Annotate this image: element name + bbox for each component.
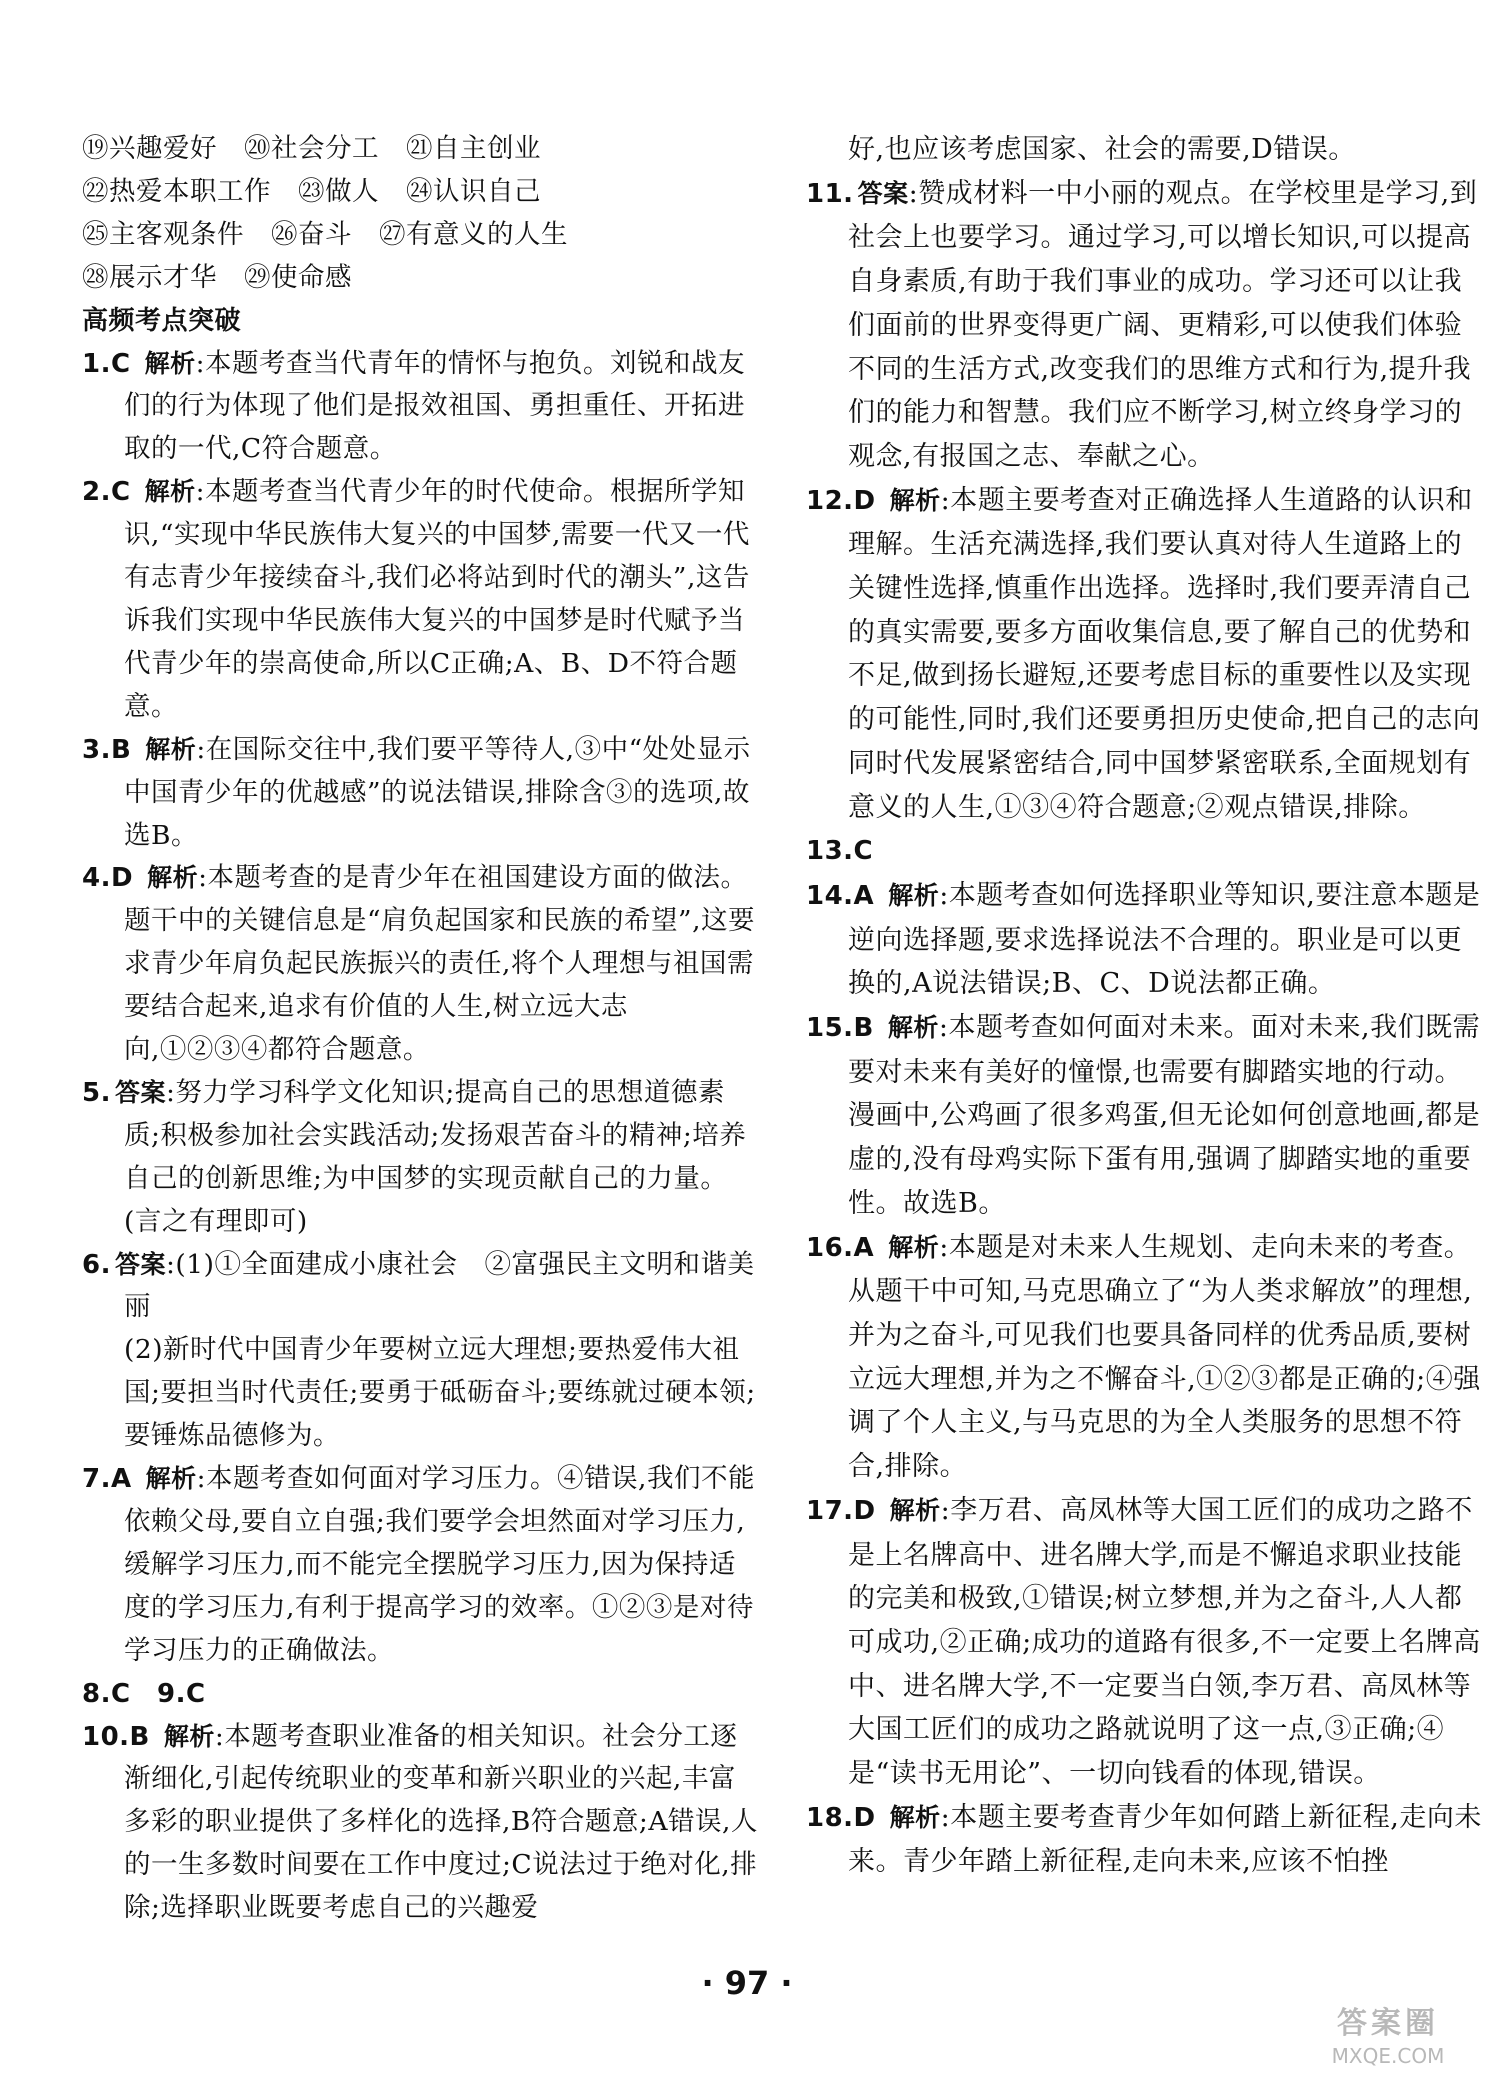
item-number: 16.A (806, 1232, 875, 1263)
item-label: 解析 (889, 485, 941, 515)
left-column (82, 128, 758, 1930)
answer-item-11: 11. 答案:赞成材料一中小丽的观点。在学校里是学习,到社会上也要学习。通过学习,可以增长知识,可以提高自身素质,有助于我们事业的成功。学习还可以让我们面前的世界变得更广阔、更精彩,可以使我们体验不同的生活方式,改变我们的思维方式和行为,提升我们的能力和智慧。我们应不断学习,树立终身学习的观念,有报国之志、奉献之心。 (806, 177, 1478, 472)
item-label: 答案 (114, 1077, 166, 1107)
watermark-bottom-text: MXQE.COM (1331, 2044, 1445, 2068)
answer-item-18: 18.D 解析:本题主要考查青少年如何踏上新征程,走向未来。青少年踏上新征程,走向未来,应该不怕挫 (806, 1801, 1482, 1878)
item-label: 解析 (889, 1802, 941, 1832)
item-text: 在国际交往中,我们要平等待人,③中“处处显示中国青少年的优越感”的说法错误,排除含③的选项,故选B。 (124, 733, 751, 851)
item-text: 赞成材料一中小丽的观点。在学校里是学习,到社会上也要学习。通过学习,可以增长知识,可以提高自身素质,有助于我们事业的成功。学习还可以让我们面前的世界变得更广阔、更精彩,可以使我们体验不同的生活方式,改变我们的思维方式和行为,提升我们的能力和智慧。我们应不断学习,树立终身学习的观念,有报国之志、奉献之心。 (848, 177, 1478, 472)
item-number: 14.A (806, 880, 875, 911)
answer-item-3: 3.B 解析:在国际交往中,我们要平等待人,③中“处处显示中国青少年的优越感”的说法错误,排除含③的选项,故选B。 (82, 733, 751, 851)
item-text: (1)①全面建成小康社会 ②富强民主文明和谐美丽 (124, 1248, 755, 1323)
answer-item-12: 12.D 解析:本题主要考查对正确选择人生道路的认识和理解。生活充满选择,我们要认真对待人生道路上的关键性选择,慎重作出选择。选择时,我们要弄清自己的真实需要,要多方面收集信息,要了解自己的优势和不足,做到扬长避短,还要考虑目标的重要性以及实现的可能性,同时,我们还要勇担历史使命,把自己的志向同时代发展紧密结合,同中国梦紧密联系,全面规划有意义的人生,①③④符合题意;②观点错误,排除。 (806, 484, 1481, 823)
answer-item-15: 15.B 解析:本题考查如何面对未来。面对未来,我们既需要对未来有美好的憧憬,也需要有脚踏实地的行动。漫画中,公鸡画了很多鸡蛋,但无论如何创意地画,都是虚的,没有母鸡实际下蛋有用,强调了脚踏实地的重要性。故选B。 (806, 1012, 1481, 1219)
item-number: 13.C (806, 836, 874, 867)
item-number: 12.D (806, 485, 876, 516)
item-text: 李万君、高凤林等大国工匠们的成功之路不是上名牌高中、进名牌大学,而是不懈追求职业技能的完美和极致,①错误;树立梦想,并为之奋斗,人人都可成功,②正确;成功的道路有很多,不一定要上名牌高中、进名牌大学,不一定要当白领,李万君、高凤林等大国工匠们的成功之路就说明了这一点,③正确;④是“读书无用论”、一切向钱看的体现,错误。 (848, 1494, 1481, 1790)
term-row: ㉕主客观条件 ㉖奋斗 ㉗有意义的人生 (82, 218, 568, 250)
item-number: 15.B (806, 1013, 874, 1044)
item-text: 本题考查当代青少年的时代使命。根据所学知识,“实现中华民族伟大复兴的中国梦,需要一代又一代有志青少年接续奋斗,我们必将站到时代的潮头”,这告诉我们实现中华民族伟大复兴的中国梦是时代赋予当代青少年的崇高使命,所以C正确;A、B、D不符合题意。 (124, 476, 750, 722)
item-text: 本题考查如何面对未来。面对未来,我们既需要对未来有美好的憧憬,也需要有脚踏实地的行动。漫画中,公鸡画了很多鸡蛋,但无论如何创意地画,都是虚的,没有母鸡实际下蛋有用,强调了脚踏实地的重要性。故选B。 (848, 1012, 1481, 1219)
item-label: 解析 (145, 1464, 197, 1494)
item-number: 2.C (82, 477, 131, 508)
answer-item-10: 10.B 解析:本题考查职业准备的相关知识。社会分工逐渐细化,引起传统职业的变革和新兴职业的兴起,丰富多彩的职业提供了多样化的选择,B符合题意;A错误,人的一生多数时间要在工作中度过;C说法过于绝对化,排除;选择职业既要考虑自己的兴趣爱 (82, 1720, 758, 1924)
answer-item-1: 1.C 解析:本题考查当代青年的情怀与抱负。刘锐和战友们的行为体现了他们是报效祖国、勇担重任、开拓进取的一代,C符合题意。 (82, 347, 746, 465)
item-number: 7.A (82, 1464, 132, 1495)
item-label: 解析 (887, 1013, 939, 1043)
item-number: 17.D (806, 1495, 876, 1526)
item-text: 本题主要考查青少年如何踏上新征程,走向未来。青少年踏上新征程,走向未来,应该不怕挫 (848, 1801, 1482, 1878)
item-text: 本题考查如何面对学习压力。④错误,我们不能依赖父母,要自立自强;我们要学会坦然面对学习压力,缓解学习压力,而不能完全摆脱学习压力,因为保持适度的学习压力,有利于提高学习的效率。①②③是对待学习压力的正确做法。 (124, 1463, 755, 1666)
item-number: 1.C (82, 348, 131, 379)
item-number: 4.D (82, 863, 134, 894)
answer-item-7: 7.A 解析:本题考查如何面对学习压力。④错误,我们不能依赖父母,要自立自强;我们要学会坦然面对学习压力,缓解学习压力,而不能完全摆脱学习压力,因为保持适度的学习压力,有利于提高学习的效率。①②③是对待学习压力的正确做法。 (82, 1463, 755, 1666)
term-row: ㉘展示才华 ㉙使命感 (82, 261, 352, 293)
right-column (806, 128, 1482, 1884)
item-text: 本题考查的是青少年在祖国建设方面的做法。题干中的关键信息是“肩负起国家和民族的希望”,这要求青少年肩负起民族振兴的责任,将个人理想与祖国需要结合起来,追求有价值的人生,树立远大志向,①②③④都符合题意。 (124, 862, 756, 1066)
term-row: ⑲兴趣爱好 ⑳社会分工 ㉑自主创业 (82, 133, 541, 164)
item-label: 解析 (144, 477, 196, 507)
answer-item-6-part-2: (2)新时代中国青少年要树立远大理想;要热爱伟大祖国;要担当时代责任;要勇于砥砺奋斗;要练就过硬本领;要锤炼品德修为。 (124, 1334, 756, 1452)
item-text: 本题考查当代青年的情怀与抱负。刘锐和战友们的行为体现了他们是报效祖国、勇担重任、开拓进取的一代,C符合题意。 (124, 347, 746, 465)
item-label: 解析 (888, 1232, 940, 1262)
item-text: 本题主要考查对正确选择人生道路的认识和理解。生活充满选择,我们要认真对待人生道路上的关键性选择,慎重作出选择。选择时,我们要弄清自己的真实需要,要多方面收集信息,要了解自己的优势和不足,做到扬长避短,还要考虑目标的重要性以及实现的可能性,同时,我们还要勇担历史使命,把自己的志向同时代发展紧密结合,同中国梦紧密联系,全面规划有意义的人生,①③④符合题意;②观点错误,排除。 (848, 484, 1481, 823)
answer-item-17: 17.D 解析:李万君、高凤林等大国工匠们的成功之路不是上名牌高中、进名牌大学,而是不懈追求职业技能的完美和极致,①错误;树立梦想,并为之奋斗,人人都可成功,②正确;成功的道路有很多,不一定要上名牌高中、进名牌大学,不一定要当白领,李万君、高凤林等大国工匠们的成功之路就说明了这一点,③正确;④是“读书无用论”、一切向钱看的体现,错误。 (806, 1494, 1481, 1790)
item-label: 解析 (144, 348, 196, 378)
answer-item-14: 14.A 解析:本题考查如何选择职业等知识,要注意本题是逆向选择题,要求选择说法不合理的。职业是可以更换的,A说法错误;B、C、D说法都正确。 (806, 879, 1481, 1000)
item-number: 5. (82, 1077, 111, 1108)
answer-item-5: 5. 答案:努力学习科学文化知识;提高自己的思想道德素质;积极参加社会实践活动;发扬艰苦奋斗的精神;培养自己的创新思维;为中国梦的实现贡献自己的力量。(言之有理即可) (82, 1076, 747, 1237)
item-label: 解析 (147, 863, 199, 893)
section-title: 高频考点突破 (82, 305, 242, 336)
item-text: 本题考查如何选择职业等知识,要注意本题是逆向选择题,要求选择说法不合理的。职业是可以更换的,A说法错误;B、C、D说法都正确。 (848, 879, 1481, 1000)
item-label: 解析 (889, 1495, 941, 1525)
item-number: 18.D (806, 1802, 876, 1833)
term-row: ㉒热爱本职工作 ㉓做人 ㉔认识自己 (82, 175, 541, 207)
item-text: 本题是对未来人生规划、走向未来的考查。从题干中可知,马克思确立了“为人类求解放”的理想,并为之奋斗,可见我们也要具备同样的优秀品质,要树立远大理想,并为之不懈奋斗,①②③都是正确的;④强调了个人主义,与马克思的为全人类服务的思想不符合,排除。 (848, 1231, 1481, 1483)
item-number: 8.C 9.C (82, 1678, 206, 1709)
item-label: 解析 (163, 1721, 215, 1751)
watermark-top-text: 答案圈 (1337, 2006, 1439, 2041)
answer-item-6: 6. 答案:(1)①全面建成小康社会 ②富强民主文明和谐美丽 (82, 1248, 755, 1323)
answer-item-4: 4.D 解析:本题考查的是青少年在祖国建设方面的做法。题干中的关键信息是“肩负起国家和民族的希望”,这要求青少年肩负起民族振兴的责任,将个人理想与祖国需要结合起来,追求有价值的人生,树立远大志向,①②③④都符合题意。 (82, 862, 756, 1066)
item-label: 解析 (888, 880, 940, 910)
answer-item-16: 16.A 解析:本题是对未来人生规划、走向未来的考查。从题干中可知,马克思确立了“为人类求解放”的理想,并为之奋斗,可见我们也要具备同样的优秀品质,要树立远大理想,并为之不懈奋斗,①②③都是正确的;④强调了个人主义,与马克思的为全人类服务的思想不符合,排除。 (806, 1231, 1481, 1483)
answer-item-2: 2.C 解析:本题考查当代青少年的时代使命。根据所学知识,“实现中华民族伟大复兴的中国梦,需要一代又一代有志青少年接续奋斗,我们必将站到时代的潮头”,这告诉我们实现中华民族伟大复兴的中国梦是时代赋予当代青少年的崇高使命,所以C正确;A、B、D不符合题意。 (82, 476, 750, 722)
watermark-logo (1290, 2005, 1486, 2079)
item-number: 6. (82, 1249, 111, 1280)
item-number: 11. (806, 178, 854, 209)
item-number: 10.B (82, 1721, 150, 1752)
item-label: 答案 (114, 1249, 166, 1279)
item-text: 本题考查职业准备的相关知识。社会分工逐渐细化,引起传统职业的变革和新兴职业的兴起,丰富多彩的职业提供了多样化的选择,B符合题意;A错误,人的一生多数时间要在工作中度过;C说法过于绝对化,排除;选择职业既要考虑自己的兴趣爱 (124, 1720, 758, 1924)
item-label: 解析 (145, 734, 197, 764)
continuation-text: 好,也应该考虑国家、社会的需要,D错误。 (848, 134, 1356, 165)
page-number: · 97 · (701, 1964, 793, 2002)
item-number: 3.B (82, 734, 132, 765)
answer-item-13 (806, 829, 1482, 874)
answer-item-8-9 (82, 1673, 758, 1716)
item-label: 答案 (857, 178, 909, 208)
item-text: 努力学习科学文化知识;提高自己的思想道德素质;积极参加社会实践活动;发扬艰苦奋斗的精神;培养自己的创新思维;为中国梦的实现贡献自己的力量。(言之有理即可) (124, 1076, 747, 1237)
